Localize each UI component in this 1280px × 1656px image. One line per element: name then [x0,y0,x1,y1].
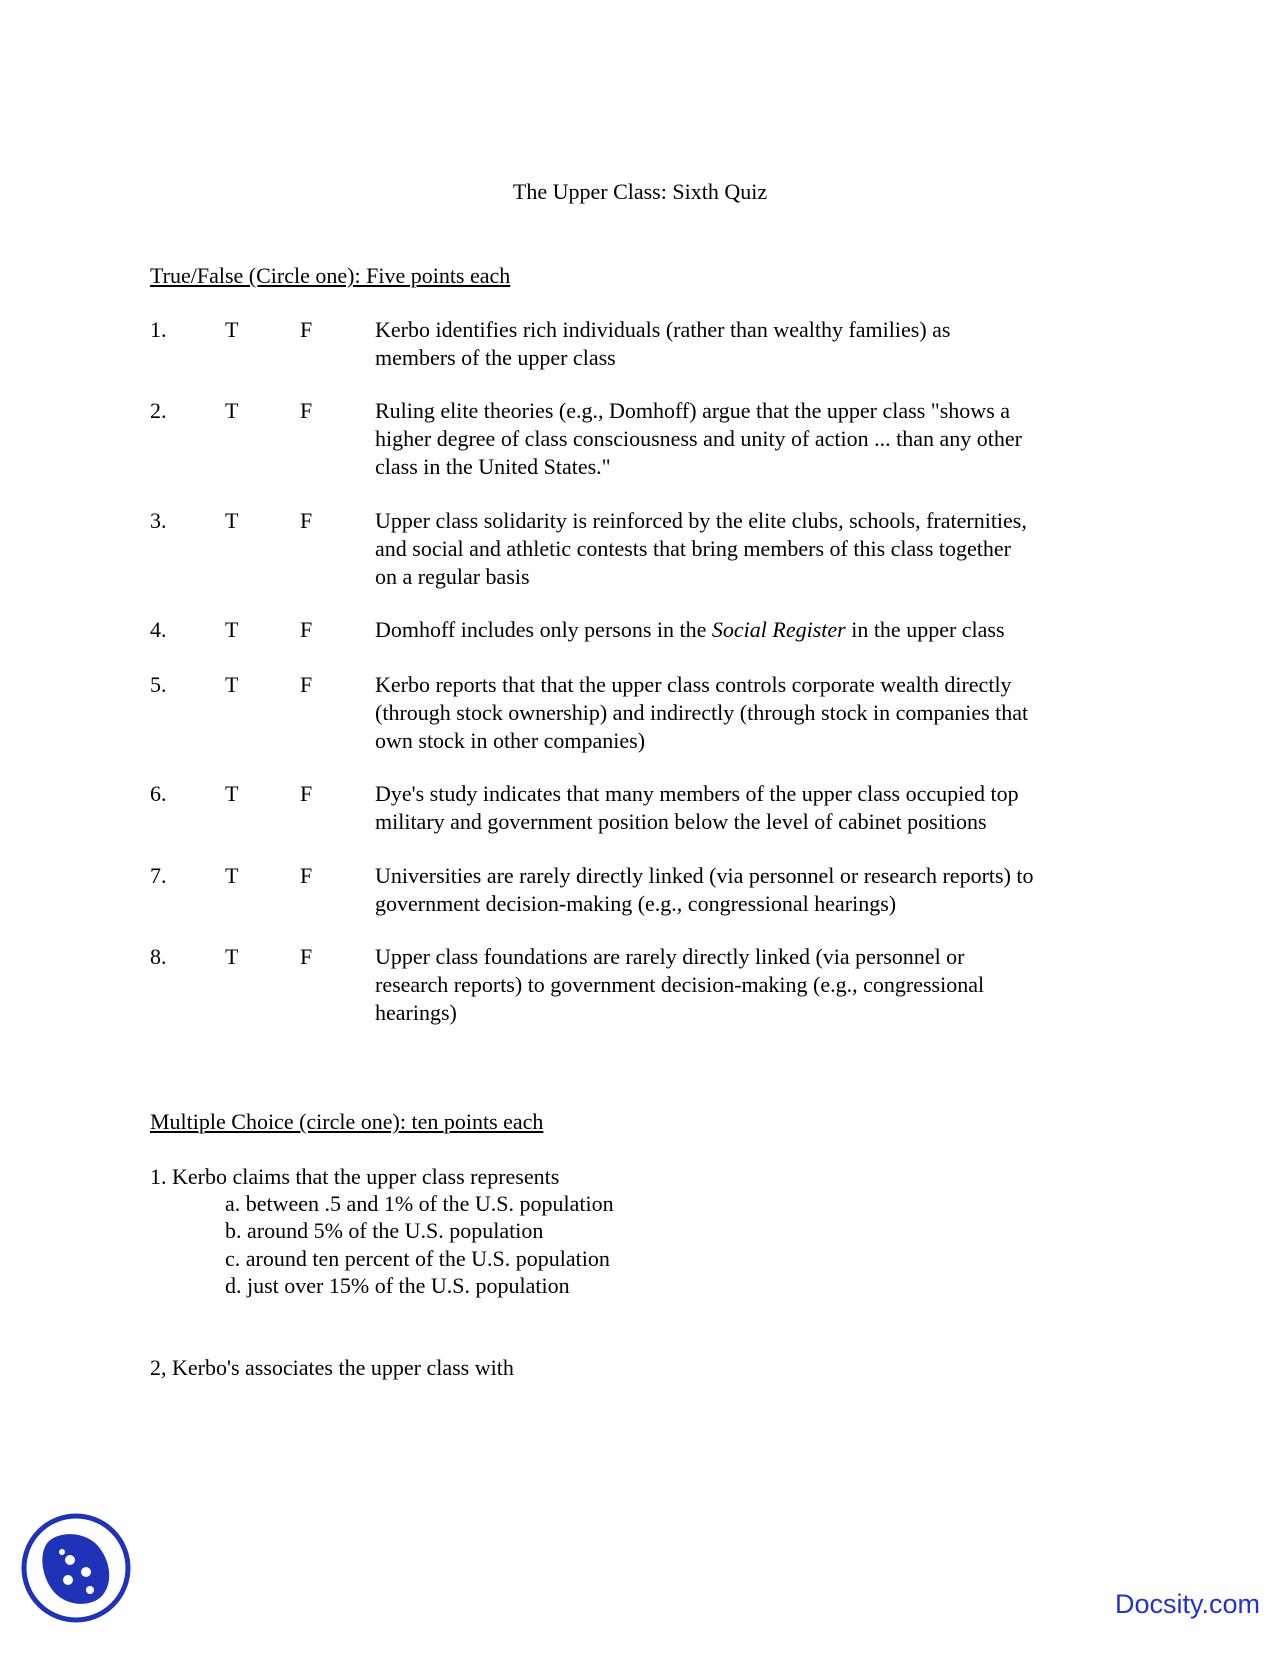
page-title: The Upper Class: Sixth Quiz [512,179,768,204]
question-number: 5. [150,672,167,697]
mc-option-a[interactable]: a. between .5 and 1% of the U.S. population [225,1191,614,1216]
question-text: Upper class solidarity is reinforced by the elite clubs, schools, fraternities, and social and athletic contests that bring members of this class together on a regular basis [375,508,1027,589]
question-text: Kerbo identifies rich individuals (rather than wealthy families) as members of the upper class [375,317,951,370]
true-option[interactable]: T [225,944,239,969]
question-text: Kerbo reports that that the upper class controls corporate wealth directly (through stock ownership) and indirectly (through stock in companies that own stock in other companies) [375,672,1029,753]
question-number: 7. [150,863,167,888]
true-option[interactable]: T [225,781,239,806]
mc-question-2: 2, Kerbo's associates the upper class with [150,1355,514,1380]
false-option[interactable]: F [300,672,313,697]
mc-option-b[interactable]: b. around 5% of the U.S. population [225,1218,544,1243]
false-option[interactable]: F [300,863,313,888]
mc-option-c[interactable]: c. around ten percent of the U.S. population [225,1246,610,1271]
mc-option-d[interactable]: d. just over 15% of the U.S. population [225,1273,570,1298]
mc-section-heading: Multiple Choice (circle one): ten points each [150,1109,544,1134]
mc-question-1: 1. Kerbo claims that the upper class represents [150,1164,560,1189]
question-number: 2. [150,398,167,423]
question-text: Domhoff includes only persons in the Social Register in the upper class [375,617,1005,642]
false-option[interactable]: F [300,781,313,806]
question-text: Dye's study indicates that many members of the upper class occupied top military and government position below the level of cabinet positions [375,781,1019,834]
question-number: 3. [150,508,167,533]
true-option[interactable]: T [225,317,239,342]
question-text: Universities are rarely directly linked (via personnel or research reports) to government decision-making (e.g., congressional hearings) [375,863,1034,916]
social-register-title: Social Register [711,617,846,642]
question-number: 1. [150,317,167,342]
question-text: Ruling elite theories (e.g., Domhoff) argue that the upper class "shows a higher degree of class consciousness and unity of action ... than any other class in the United States." [375,398,1022,479]
false-option[interactable]: F [300,617,313,642]
docsity-brand-text[interactable]: Docsity.com [1114,1589,1260,1619]
true-option[interactable]: T [225,398,239,423]
false-option[interactable]: F [300,398,313,423]
question-number: 8. [150,944,167,969]
true-option[interactable]: T [225,672,239,697]
true-option[interactable]: T [225,617,239,642]
tf-section-heading: True/False (Circle one): Five points each [150,263,511,288]
true-option[interactable]: T [225,863,239,888]
docsity-logo-icon [20,1512,132,1624]
false-option[interactable]: F [300,944,313,969]
false-option[interactable]: F [300,508,313,533]
question-text: Upper class foundations are rarely directly linked (via personnel or research reports) to government decision-making (e.g., congressional hearings) [375,944,985,1025]
question-number: 6. [150,781,167,806]
question-number: 4. [150,617,167,642]
false-option[interactable]: F [300,317,313,342]
true-option[interactable]: T [225,508,239,533]
